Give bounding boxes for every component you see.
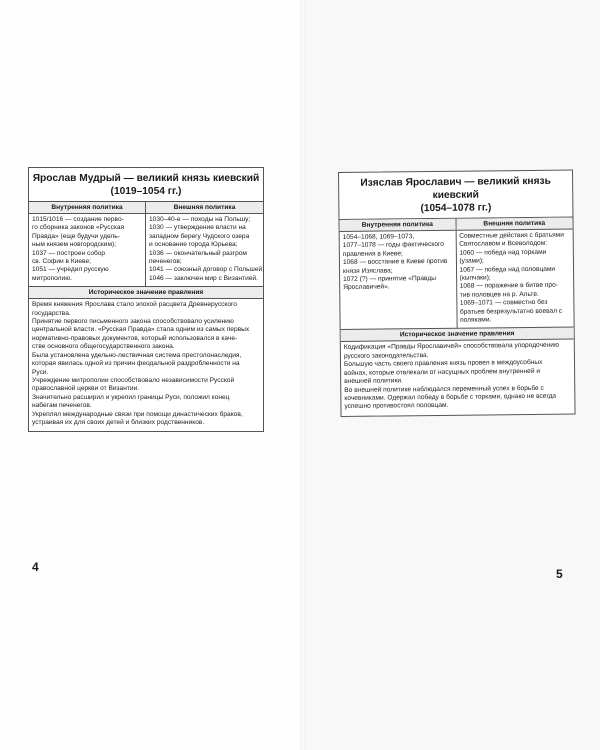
policy-line: печенегов; xyxy=(149,258,182,266)
significance-line: внешней политики. xyxy=(344,377,403,386)
significance-line: православной церкви от Византии. xyxy=(32,385,140,393)
significance-line: русского законодательства. xyxy=(343,351,429,360)
significance-line: Руси. xyxy=(32,368,49,376)
policy-line: 1030 — утверждение власти на xyxy=(149,224,246,232)
significance-line: набегам печенегов. xyxy=(32,402,92,410)
significance-header: Историческое значение правления xyxy=(29,286,263,299)
ruler-name: Ярослав Мудрый — великий князь киевский xyxy=(32,173,260,184)
significance-line: стве основного общегосударственного закона. xyxy=(32,343,175,351)
reign-years: (1054–1078 гг.) xyxy=(420,202,492,215)
policy-columns xyxy=(29,202,263,286)
policy-line: (кыпчаки); xyxy=(459,274,491,282)
significance-line: Кодификация «Правды Ярославичей» способствовала упорядочению xyxy=(343,342,559,352)
policy-line: 1036 — окончательный разгром xyxy=(149,249,247,257)
policy-line: ным князем новгородским); xyxy=(32,241,117,249)
policy-line: тив половцев на р. Альте. xyxy=(459,290,539,299)
policy-line: 1037 — построен собор xyxy=(32,249,106,257)
significance-header: Историческое значение правления xyxy=(341,327,574,342)
policy-line: Правда» (еще будучи удель- xyxy=(32,232,120,240)
policy-columns xyxy=(340,218,574,330)
izyaslav-card xyxy=(338,170,576,417)
policy-line: поляками. xyxy=(460,316,492,324)
external-policy-column xyxy=(456,218,574,329)
significance-line: устраивая их для своих детей и близких родственников. xyxy=(32,418,205,426)
significance-line: Время княжения Ярослава стало эпохой расцвета Древнерусского xyxy=(32,301,237,309)
significance-line: Была установлена удельно-лествичная система престолонаследия, xyxy=(32,351,242,359)
policy-line: 1041 — союзный договор с Польшей; xyxy=(149,266,265,274)
policy-line: 1067 — победа над половцами xyxy=(459,265,556,274)
significance-text xyxy=(341,340,575,416)
ruler-name: Изяслав Ярославич — великий князь киевский xyxy=(360,175,551,202)
internal-policy-column xyxy=(29,202,146,286)
internal-policy-column xyxy=(340,219,458,330)
significance-text xyxy=(29,299,263,431)
significance-line: Укреплял международные связи при помощи династических браков, xyxy=(32,410,243,418)
policy-line: 1068 — восстание в Киеве против xyxy=(342,258,448,267)
page-number: 4 xyxy=(32,560,39,574)
policy-line: св. Софии в Киеве; xyxy=(32,258,91,266)
significance-line: которая явилась одной из причин феодальной раздробленности на xyxy=(32,360,240,368)
policy-line: Святославом и Всеволодом: xyxy=(459,240,548,249)
reign-years: (1019–1054 гг.) xyxy=(110,186,182,197)
policy-line: (узами); xyxy=(459,257,484,265)
policy-line: го сборника законов «Русская xyxy=(32,224,125,232)
external-policy-column xyxy=(146,202,263,286)
policy-line: 1068 — поражение в битве про- xyxy=(459,282,558,291)
policy-line: правления в Киеве; xyxy=(342,250,403,258)
policy-line: 1054–1068, 1069–1073, xyxy=(342,233,415,241)
card-title xyxy=(29,168,263,202)
policy-line: и основание города Юрьева; xyxy=(149,241,238,249)
policy-line: Совместные действия с братьями xyxy=(459,231,564,240)
policy-line: 1072 (?) — принятие «Правды xyxy=(343,275,437,283)
policy-line: 1030–40-е — походы на Польшу; xyxy=(149,216,251,223)
external-policy-header: Внешняя политика xyxy=(456,218,573,231)
policy-line: митрополию. xyxy=(32,274,72,282)
significance-line: кочевниками. Одержал победу в борьбе с торками, однако не всегда xyxy=(344,392,557,402)
external-policy-header: Внешняя политика xyxy=(146,202,263,214)
policy-line: 1060 — победа над торками xyxy=(459,248,547,257)
significance-line: Значительно расширил и укрепил границы Руси, положил конец xyxy=(32,393,230,401)
internal-policy-header: Внутренняя политика xyxy=(29,202,145,214)
internal-policy-header: Внутренняя политика xyxy=(340,219,456,232)
policy-line: 1046 — заключен мир с Византией. xyxy=(149,274,258,282)
significance-line: нормативно-правовых документов, который использовался в каче- xyxy=(32,334,238,342)
page-number: 5 xyxy=(556,567,563,581)
yaroslav-card xyxy=(28,167,264,432)
significance-line: Большую часть своего правления князь провел в междоусобных xyxy=(343,359,543,369)
policy-line: западном берегу Чудского озера xyxy=(149,232,250,240)
policy-line: Ярославичей». xyxy=(343,283,390,292)
significance-line: центральной власти. «Русская Правда» стала одним из самых первых xyxy=(32,326,250,334)
significance-line: государства. xyxy=(32,309,71,317)
policy-line: 1051 — учредил русскую xyxy=(32,266,109,274)
significance-line: Учреждение митрополии способствовало независимости Русской xyxy=(32,376,235,384)
significance-line: Во внешней политике наблюдался переменный успех в борьбе с xyxy=(344,384,544,394)
policy-line: 1015/1016 — создание перво- xyxy=(32,216,124,223)
policy-line: братьев безрезультатно воевал с xyxy=(459,307,563,316)
significance-line: успешно противостоял половцам. xyxy=(344,402,449,411)
policy-line: 1077–1078 — годы фактического xyxy=(342,241,444,250)
significance-line: Принятие первого письменного закона способствовало усилению xyxy=(32,318,234,326)
policy-line: князя Изяслава; xyxy=(343,267,393,275)
card-title xyxy=(339,171,572,220)
policy-line: 1069–1071 — совместно без xyxy=(459,299,548,307)
significance-line: войнах, которые отвлекали от насущных проблем внутренней и xyxy=(344,367,541,377)
